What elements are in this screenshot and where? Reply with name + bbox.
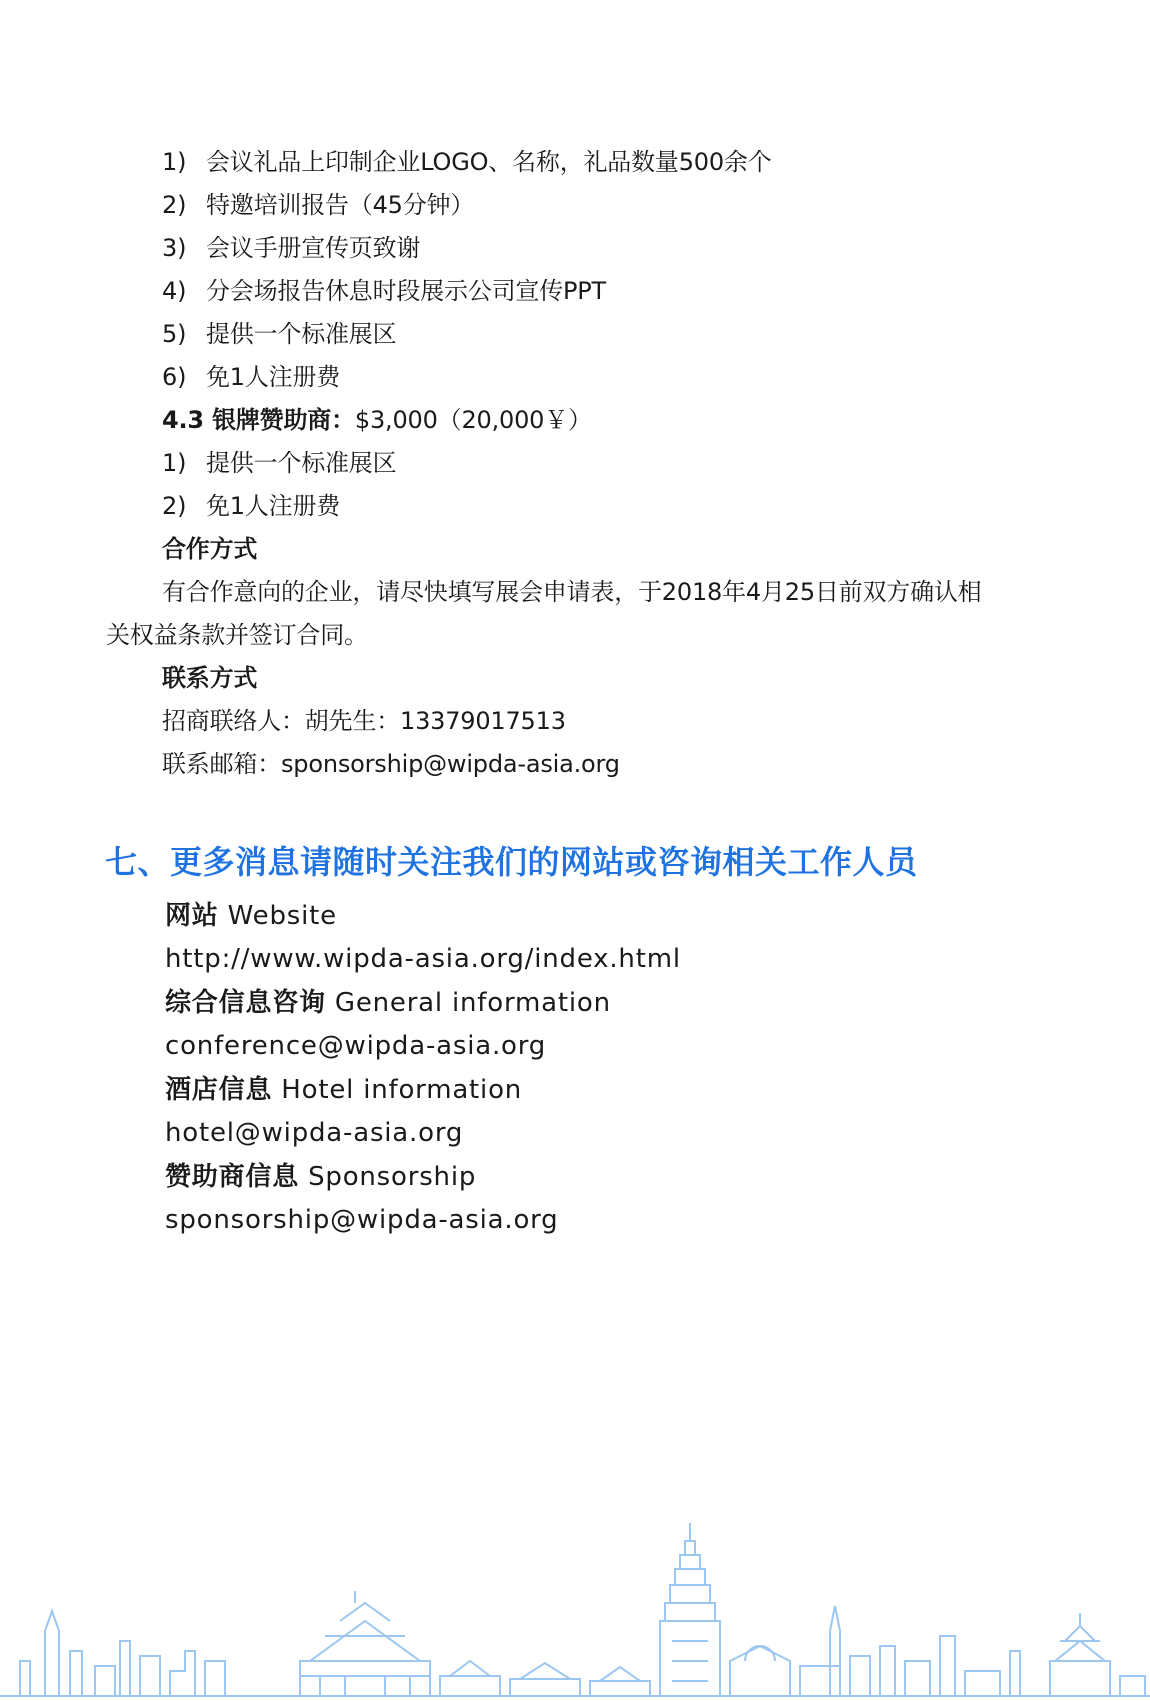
- website-link[interactable]: http://www.wipda-asia.org/index.html: [165, 944, 681, 974]
- website-label: 网站 Website: [165, 901, 337, 931]
- list-item: 6) 免1人注册费: [162, 363, 341, 391]
- contact-heading: 联系方式: [162, 664, 258, 692]
- cooperation-paragraph-line1: 有合作意向的企业，请尽快填写展会申请表，于2018年4月25日前双方确认相: [162, 578, 982, 606]
- general-info-email[interactable]: conference@wipda-asia.org: [165, 1031, 547, 1061]
- hotel-info-email[interactable]: hotel@wipda-asia.org: [165, 1118, 464, 1148]
- left-towers: [20, 1611, 82, 1696]
- cooperation-heading: 合作方式: [162, 535, 258, 563]
- list-item: 5) 提供一个标准展区: [162, 320, 397, 348]
- hall-1: [440, 1661, 500, 1696]
- general-info-label: 综合信息咨询 General information: [165, 988, 611, 1018]
- left-buildings: [95, 1641, 160, 1696]
- hall-3: [590, 1667, 650, 1696]
- city-skyline-illustration: [0, 1511, 1150, 1701]
- right-edge-building: [1120, 1676, 1145, 1696]
- hall-2: [510, 1663, 580, 1696]
- silver-sponsor-heading: 4.3 银牌赞助商：$3,000（20,000￥）: [162, 406, 592, 434]
- right-pagoda: [1050, 1613, 1110, 1696]
- right-buildings: [880, 1636, 955, 1696]
- pagoda: [660, 1523, 720, 1696]
- right-towers: [800, 1606, 870, 1696]
- list-item: 2) 特邀培训报告（45分钟）: [162, 191, 475, 219]
- contact-email: 联系邮箱：sponsorship@wipda-asia.org: [162, 750, 620, 778]
- list-item: 4) 分会场报告休息时段展示公司宣传PPT: [162, 277, 607, 305]
- city-gate-detail: [300, 1676, 430, 1696]
- sponsor-info-email[interactable]: sponsorship@wipda-asia.org: [165, 1205, 559, 1235]
- left-buildings-2: [170, 1651, 225, 1696]
- list-item: 3) 会议手册宣传页致谢: [162, 234, 421, 262]
- hotel-info-label: 酒店信息 Hotel information: [165, 1075, 523, 1105]
- list-item: 1) 会议礼品上印制企业LOGO、名称，礼品数量500余个: [162, 148, 772, 176]
- list-item: 1) 提供一个标准展区: [162, 449, 397, 477]
- sponsor-info-label: 赞助商信息 Sponsorship: [165, 1162, 477, 1192]
- pagoda-detail: [672, 1641, 708, 1681]
- contact-person: 招商联络人：胡先生：13379017513: [162, 707, 566, 735]
- right-buildings-2: [965, 1651, 1020, 1696]
- cooperation-paragraph-line2: 关权益条款并签订合同。: [106, 621, 368, 649]
- dish-building: [730, 1646, 790, 1696]
- section-heading: 七、更多消息请随时关注我们的网站或咨询相关工作人员: [105, 843, 918, 881]
- list-item: 2) 免1人注册费: [162, 492, 341, 520]
